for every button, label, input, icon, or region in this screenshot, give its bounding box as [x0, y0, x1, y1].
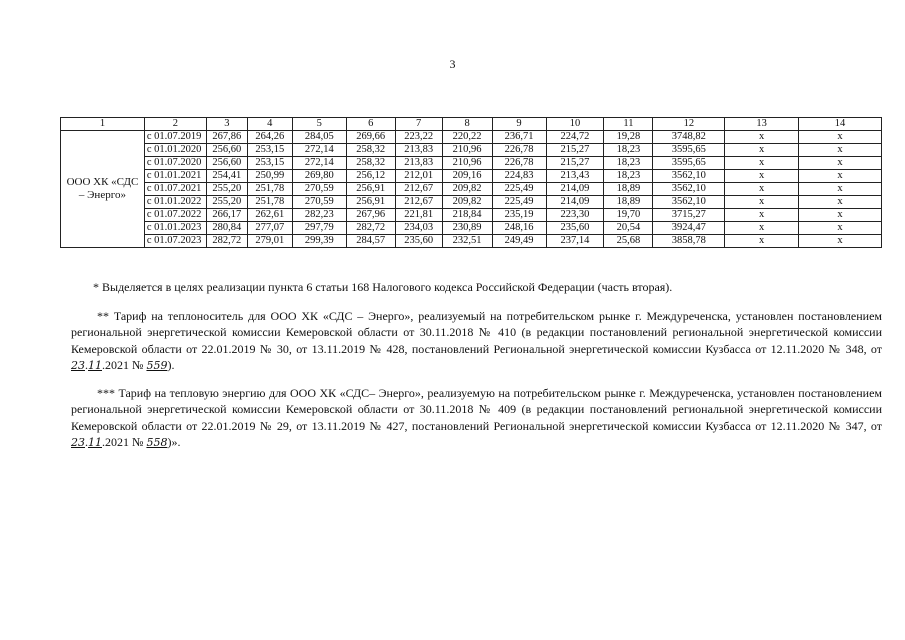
table-cell: 253,15: [247, 144, 292, 157]
table-cell: 18,23: [604, 157, 653, 170]
column-header: 10: [546, 118, 604, 131]
table-cell: 20,54: [604, 222, 653, 235]
table-row: [61, 222, 882, 235]
page-number: 3: [449, 57, 456, 71]
table-cell: 235,19: [492, 209, 546, 222]
table-row: [61, 170, 882, 183]
table-cell: 272,14: [292, 157, 346, 170]
column-header: 1: [61, 118, 145, 131]
table-cell: 284,57: [346, 235, 395, 248]
effective-date-cell: с 01.07.2020: [144, 157, 206, 170]
table-cell: х: [725, 144, 799, 157]
table-cell: х: [799, 170, 882, 183]
table-cell: 235,60: [395, 235, 442, 248]
table-cell: 209,82: [442, 196, 492, 209]
effective-date-cell: с 01.01.2021: [144, 170, 206, 183]
table-cell: 284,05: [292, 131, 346, 144]
table-cell: 19,70: [604, 209, 653, 222]
table-cell: 25,68: [604, 235, 653, 248]
table-cell: 210,96: [442, 144, 492, 157]
table-cell: 214,09: [546, 183, 604, 196]
table-cell: 225,49: [492, 196, 546, 209]
table-cell: х: [725, 170, 799, 183]
table-cell: 279,01: [247, 235, 292, 248]
table-cell: 297,79: [292, 222, 346, 235]
organization-name: ООО ХК «СДС – Энерго»: [61, 131, 145, 248]
table-cell: 254,41: [206, 170, 247, 183]
table-body: [61, 131, 882, 248]
table-cell: х: [725, 131, 799, 144]
effective-date-cell: с 01.01.2022: [144, 196, 206, 209]
table-cell: 213,83: [395, 144, 442, 157]
table-cell: 215,27: [546, 144, 604, 157]
table-cell: 213,43: [546, 170, 604, 183]
effective-date-cell: с 01.01.2023: [144, 222, 206, 235]
table-cell: х: [725, 209, 799, 222]
table-cell: 215,27: [546, 157, 604, 170]
table-cell: 235,60: [546, 222, 604, 235]
table-row: [61, 157, 882, 170]
table-cell: 256,60: [206, 157, 247, 170]
handwritten-day: 23: [71, 436, 85, 450]
table-cell: 212,01: [395, 170, 442, 183]
table-cell: 258,32: [346, 144, 395, 157]
table-cell: х: [799, 183, 882, 196]
table-cell: 277,07: [247, 222, 292, 235]
footnotes: [71, 279, 882, 306]
table-cell: 234,03: [395, 222, 442, 235]
table-cell: 250,99: [247, 170, 292, 183]
table-cell: 18,89: [604, 196, 653, 209]
effective-date-cell: с 01.07.2019: [144, 131, 206, 144]
table-cell: 256,60: [206, 144, 247, 157]
table-cell: 237,14: [546, 235, 604, 248]
table-cell: 210,96: [442, 157, 492, 170]
table-cell: 3748,82: [653, 131, 725, 144]
table-cell: 214,09: [546, 196, 604, 209]
table-row: [61, 209, 882, 222]
table-cell: х: [725, 196, 799, 209]
table-cell: х: [799, 157, 882, 170]
table-cell: 224,83: [492, 170, 546, 183]
table-cell: 272,14: [292, 144, 346, 157]
table-cell: 256,12: [346, 170, 395, 183]
footnote-heat-carrier: ** Тариф на теплоноситель для ООО ХК «СДС – Энерго», реализуемый на потребительском рынке г. Междуреченска, установлен постановлением региональной энергетической комиссии Кемеровской области от 30.11.2018 № 410 (в редакции постановлений региональной энергетической комиссии Кемеровской области от 22.01.2019 № 30, от 13.11.2019 № 428, постановлений Региональной энергетической комиссии Кузбасса от 12.11.2020 № 348, от 23.11.2021 № 559).: [71, 309, 882, 372]
table-cell: 230,89: [442, 222, 492, 235]
table-cell: 3715,27: [653, 209, 725, 222]
table-cell: х: [799, 144, 882, 157]
table-cell: х: [725, 183, 799, 196]
table-cell: 224,72: [546, 131, 604, 144]
table-cell: 3562,10: [653, 196, 725, 209]
handwritten-number: 559: [146, 358, 168, 372]
table-cell: 220,22: [442, 131, 492, 144]
table-cell: 18,89: [604, 183, 653, 196]
table-cell: 253,15: [247, 157, 292, 170]
column-header: 14: [799, 118, 882, 131]
column-header: 6: [346, 118, 395, 131]
table-cell: 236,71: [492, 131, 546, 144]
table-cell: 269,80: [292, 170, 346, 183]
table-cell: 221,81: [395, 209, 442, 222]
table-cell: х: [725, 222, 799, 235]
table-cell: 267,96: [346, 209, 395, 222]
table-cell: 299,39: [292, 235, 346, 248]
table-row: [61, 196, 882, 209]
table-cell: 282,72: [346, 222, 395, 235]
table-cell: х: [799, 131, 882, 144]
table-row: [61, 131, 882, 144]
table-cell: 3858,78: [653, 235, 725, 248]
table-cell: 223,30: [546, 209, 604, 222]
footnote-heat-energy: *** Тариф на тепловую энергию для ООО ХК «СДС– Энерго», реализуемую на потребительском рынке г. Междуреченска, установлен постановлением региональной энергетической комиссии Кемеровской области от 30.11.2018 № 409 (в редакции постановлений региональной энергетической комиссии Кемеровской области от 22.01.2019 № 29, от 13.11.2019 № 427, постановлений Региональной энергетической комиссии Кузбасса от 12.11.2020 № 347, от 23.11.2021 № 558)».: [71, 386, 882, 450]
table-cell: х: [725, 157, 799, 170]
table-cell: х: [799, 209, 882, 222]
table-cell: 251,78: [247, 183, 292, 196]
table-cell: х: [725, 235, 799, 248]
table-cell: 264,26: [247, 131, 292, 144]
column-header: 7: [395, 118, 442, 131]
table-cell: 223,22: [395, 131, 442, 144]
table-cell: 18,23: [604, 144, 653, 157]
table-cell: 225,49: [492, 183, 546, 196]
table-row: [61, 144, 882, 157]
table-cell: 18,23: [604, 170, 653, 183]
table-cell: 270,59: [292, 196, 346, 209]
column-header: 9: [492, 118, 546, 131]
table-cell: 255,20: [206, 183, 247, 196]
table-cell: 3924,47: [653, 222, 725, 235]
table-cell: х: [799, 235, 882, 248]
table-cell: 251,78: [247, 196, 292, 209]
table-cell: х: [799, 222, 882, 235]
column-header: 11: [604, 118, 653, 131]
table-cell: 226,78: [492, 144, 546, 157]
table-cell: 3595,65: [653, 144, 725, 157]
table-cell: 212,67: [395, 196, 442, 209]
handwritten-month: 11: [88, 436, 102, 450]
table-cell: 209,16: [442, 170, 492, 183]
table-cell: 266,17: [206, 209, 247, 222]
column-header: 2: [144, 118, 206, 131]
handwritten-day: 23: [71, 358, 85, 372]
column-header: 3: [206, 118, 247, 131]
column-header: 8: [442, 118, 492, 131]
table-cell: 3562,10: [653, 183, 725, 196]
table-cell: х: [799, 196, 882, 209]
table-cell: 226,78: [492, 157, 546, 170]
table-cell: 3595,65: [653, 157, 725, 170]
column-header: 4: [247, 118, 292, 131]
table-cell: 209,82: [442, 183, 492, 196]
table-cell: 19,28: [604, 131, 653, 144]
table-cell: 213,83: [395, 157, 442, 170]
table-cell: 262,61: [247, 209, 292, 222]
table-cell: 218,84: [442, 209, 492, 222]
table-cell: 256,91: [346, 183, 395, 196]
table-cell: 282,23: [292, 209, 346, 222]
table-cell: 256,91: [346, 196, 395, 209]
table-cell: 255,20: [206, 196, 247, 209]
effective-date-cell: с 01.07.2022: [144, 209, 206, 222]
handwritten-month: 11: [88, 358, 102, 372]
handwritten-number: 558: [146, 436, 168, 450]
table-cell: 282,72: [206, 235, 247, 248]
table-row: [61, 183, 882, 196]
tariff-table: [60, 117, 882, 248]
table-cell: 280,84: [206, 222, 247, 235]
effective-date-cell: с 01.07.2021: [144, 183, 206, 196]
table-cell: 249,49: [492, 235, 546, 248]
table-cell: 269,66: [346, 131, 395, 144]
column-header: 12: [653, 118, 725, 131]
table-header-row: [61, 118, 882, 131]
table-row: [61, 235, 882, 248]
column-header: 5: [292, 118, 346, 131]
footnotes-tariffs: [71, 308, 882, 462]
table-cell: 212,67: [395, 183, 442, 196]
table-cell: 232,51: [442, 235, 492, 248]
column-header: 13: [725, 118, 799, 131]
table-cell: 270,59: [292, 183, 346, 196]
table-cell: 258,32: [346, 157, 395, 170]
effective-date-cell: с 01.07.2023: [144, 235, 206, 248]
footnote-vat: * Выделяется в целях реализации пункта 6 статьи 168 Налогового кодекса Российской Федерации (часть вторая).: [93, 280, 673, 294]
table-cell: 267,86: [206, 131, 247, 144]
effective-date-cell: с 01.01.2020: [144, 144, 206, 157]
table-cell: 248,16: [492, 222, 546, 235]
table-cell: 3562,10: [653, 170, 725, 183]
